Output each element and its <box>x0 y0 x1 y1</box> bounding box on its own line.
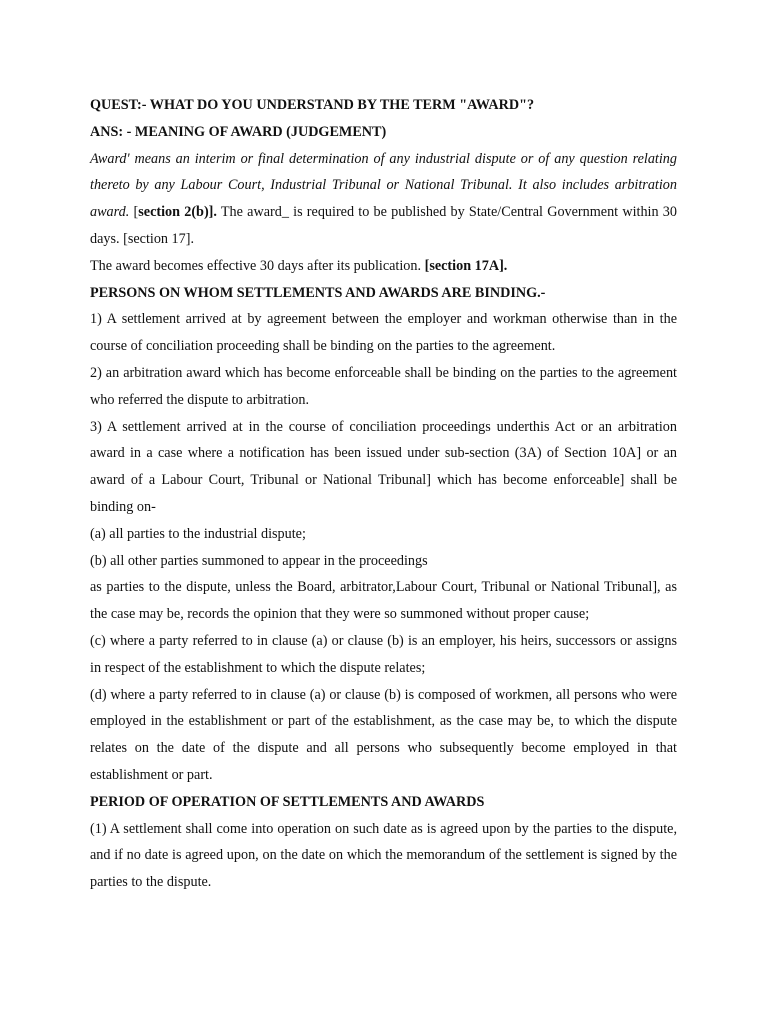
award-publication-text: The award_ is required to be published by State/Central Government within 30 days. [section 17]. <box>90 204 677 247</box>
question-heading: QUEST:- WHAT DO YOU UNDERSTAND BY THE TERM "AWARD"? <box>90 97 535 113</box>
binding-item-b-continued: as parties to the dispute, unless the Board, arbitrator,Labour Court, Tribunal or National Tribunal], as the case may be, records the opinion that they were so summoned without proper cause; <box>90 579 677 623</box>
binding-item-2: 2) an arbitration award which has become enforceable shall be binding on the parties to the agreement who referred the dispute to arbitration. <box>90 364 677 408</box>
period-heading: PERIOD OF OPERATION OF SETTLEMENTS AND AWARDS <box>90 793 485 810</box>
award-effective-paragraph <box>90 253 677 280</box>
section-17a-ref: [section 17A]. <box>424 257 508 274</box>
period-item-1: (1) A settlement shall come into operation on such date as is agreed upon by the parties to the dispute, and if no date is agreed upon, on the date on which the memorandum of the settlement is signed by the parties to the dispute. <box>90 820 677 891</box>
award-definition-italic: Award' means an interim or final determination of any industrial dispute or of any question relating thereto by any Labour Court, Industrial Tribunal or National Tribunal. It also includes arbitration award. <box>90 150 677 221</box>
binding-item-c: (c) where a party referred to in clause (a) or clause (b) is an employer, his heirs, successors or assigns in respect of the establishment to which the dispute relates; <box>90 632 677 676</box>
binding-item-1: 1) A settlement arrived at by agreement between the employer and workman otherwise than in the course of conciliation proceeding shall be binding on the parties to the agreement. <box>90 311 677 355</box>
section-2b-ref: section 2(b)]. <box>138 204 217 221</box>
binding-item-d: (d) where a party referred to in clause (a) or clause (b) is composed of workmen, all persons who were employed in the establishment or part of the establishment, as the case may be, to which the dispute relates on the date of the dispute and all persons who subsequently become employed in that establishment or part. <box>90 686 677 783</box>
binding-item-a: (a) all parties to the industrial dispute; <box>90 525 306 542</box>
award-effective-text: The award becomes effective 30 days after its publication. <box>90 257 425 274</box>
binding-item-3: 3) A settlement arrived at in the course of conciliation proceedings underthis Act or an arbitration award in a case where a notification has been issued under sub-section (3A) of Section 10A] or an award of a Labour Court, Tribunal or National Tribunal] which has become enforceable] shall be binding on- <box>90 418 677 515</box>
award-definition-paragraph <box>90 146 677 253</box>
binding-item-b: (b) all other parties summoned to appear in the proceedings <box>90 552 428 569</box>
answer-heading: ANS: - MEANING OF AWARD (JUDGEMENT) <box>90 123 387 140</box>
document-body <box>90 92 677 896</box>
binding-heading: PERSONS ON WHOM SETTLEMENTS AND AWARDS ARE BINDING.- <box>90 284 546 301</box>
bracket-open: [ <box>129 204 139 221</box>
